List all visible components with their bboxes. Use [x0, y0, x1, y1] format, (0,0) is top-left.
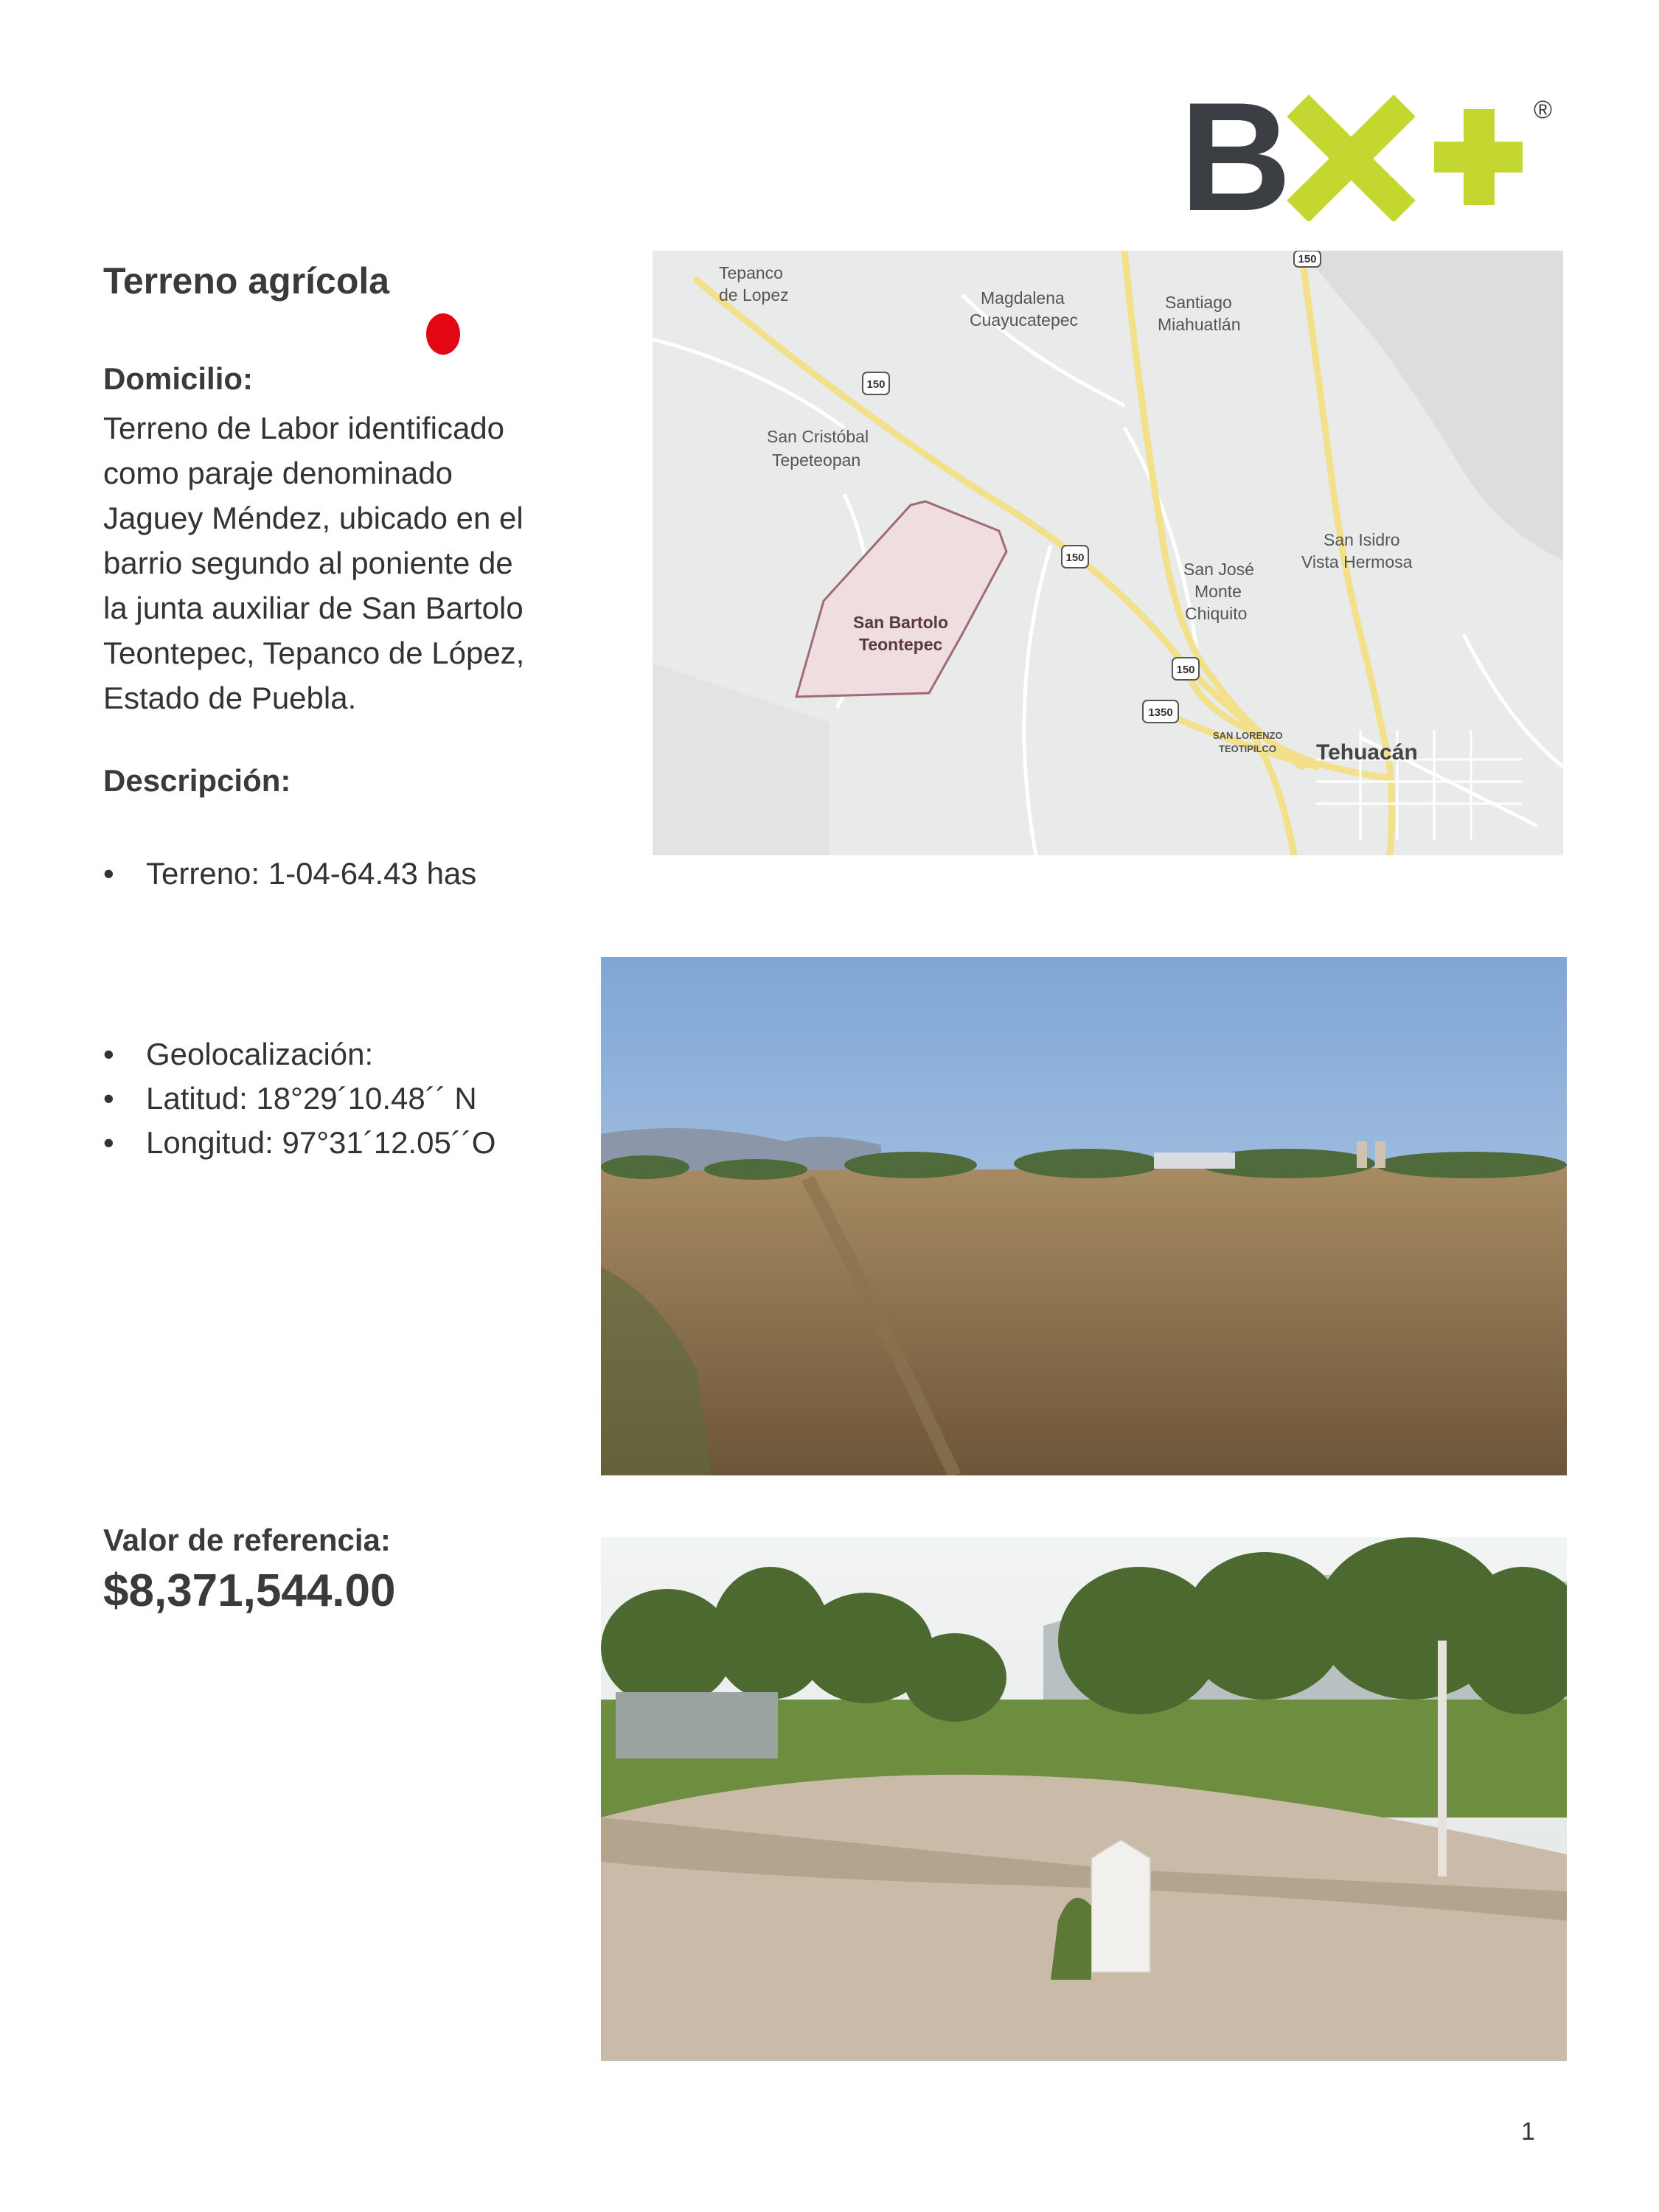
longitude-item: • Longitud: 97°31´12.05´´O: [103, 1121, 495, 1165]
map-label: Monte: [1194, 582, 1242, 601]
route-shield-icon: [1143, 700, 1178, 723]
church-tower: [1375, 1141, 1385, 1168]
map-label: de Lopez: [719, 285, 789, 305]
logo-x-mark: [1309, 116, 1394, 201]
address-line: la junta auxiliar de San Bartolo: [103, 591, 524, 625]
boundary-marker: [1091, 1840, 1150, 1972]
geolocation-item: • Geolocalización:: [103, 1032, 495, 1077]
route-shield-icon: [1172, 658, 1199, 680]
geolocation-list: [103, 1032, 495, 1165]
map-label: SAN LORENZO: [1213, 730, 1283, 741]
address-line: Estado de Puebla.: [103, 681, 357, 715]
map-label: San Bartolo: [853, 613, 949, 632]
map-label: Chiquito: [1185, 604, 1248, 623]
buildings: [1154, 1152, 1235, 1169]
address-text: [103, 406, 590, 720]
terreno-item: • Terreno: 1-04-64.43 has: [103, 852, 476, 896]
page-title: Terreno agrícola: [103, 260, 390, 302]
address-line: como paraje denominado: [103, 456, 453, 490]
address-line: Teontepec, Tepanco de López,: [103, 636, 525, 670]
painted-tree-trunk: [1438, 1641, 1447, 1877]
map-label: TEOTIPILCO: [1219, 743, 1276, 754]
registered-mark: ®: [1534, 96, 1553, 124]
logo-letter-b: B: [1180, 88, 1292, 221]
map-label: Tepeteopan: [772, 451, 861, 470]
address-line: Jaguey Méndez, ubicado en el: [103, 501, 524, 535]
church-tower: [1357, 1141, 1367, 1168]
plowed-field: [601, 1167, 1567, 1475]
address-label: Domicilio:: [103, 361, 254, 396]
map-label: Tepanco: [719, 263, 783, 282]
page-number: 1: [1521, 2118, 1535, 2146]
svg-text:150: 150: [1298, 253, 1317, 265]
map-label: Teontepec: [859, 635, 943, 654]
map-label: San José: [1183, 560, 1254, 579]
address-line: Terreno de Labor identificado: [103, 411, 505, 445]
map-label: Tehuacán: [1316, 740, 1418, 765]
map-label: Magdalena: [981, 288, 1065, 307]
map-label: San Cristóbal: [767, 427, 869, 446]
address-line: barrio segundo al poniente de: [103, 546, 513, 580]
description-label: Descripción:: [103, 763, 291, 798]
route-shield-icon: [1294, 251, 1321, 267]
road-photo: [601, 1537, 1567, 2061]
map-label: Miahuatlán: [1158, 315, 1241, 334]
svg-text:1350: 1350: [1148, 706, 1173, 719]
reference-value-label: Valor de referencia:: [103, 1523, 391, 1557]
reference-value-amount: $8,371,544.00: [103, 1565, 396, 1616]
location-marker-dot: [426, 313, 460, 355]
description-list: [103, 852, 476, 896]
svg-text:150: 150: [866, 378, 886, 391]
house: [616, 1692, 778, 1759]
location-map: [653, 251, 1563, 855]
map-label: Santiago: [1165, 293, 1232, 312]
route-shield-icon: [863, 372, 889, 394]
map-label: San Isidro: [1324, 530, 1400, 549]
svg-text:150: 150: [1065, 552, 1085, 564]
map-label: Vista Hermosa: [1301, 552, 1413, 571]
route-shield-icon: [1062, 546, 1088, 568]
latitude-item: • Latitud: 18°29´10.48´´ N: [103, 1077, 495, 1121]
logo-plus-mark: [1434, 109, 1523, 205]
field-photo: [601, 957, 1567, 1475]
map-label: Cuayucatepec: [970, 310, 1079, 330]
svg-text:150: 150: [1176, 664, 1195, 676]
bx-plus-logo: [1180, 88, 1563, 221]
